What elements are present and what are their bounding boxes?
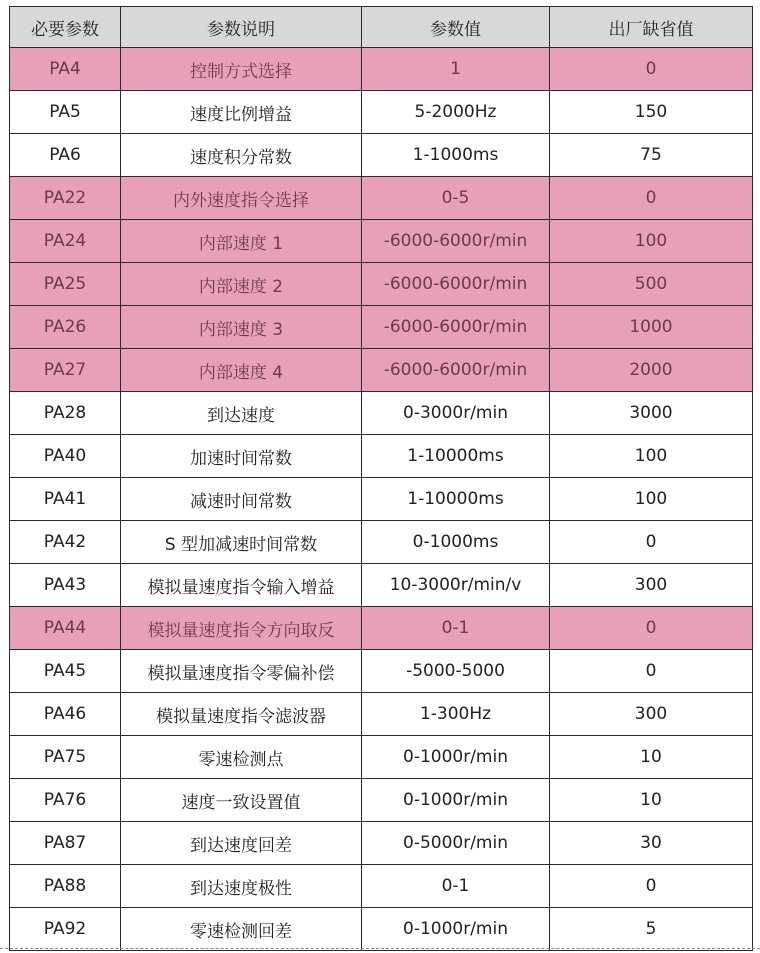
cell-value: 0-3000r/min — [362, 392, 550, 435]
cell-value: 0-1000r/min — [362, 779, 550, 822]
cell-description: 模拟量速度指令方向取反 — [121, 607, 362, 650]
cell-param: PA88 — [10, 865, 121, 908]
cell-value: 1 — [362, 48, 550, 91]
cell-description: 模拟量速度指令滤波器 — [121, 693, 362, 736]
cell-param: PA76 — [10, 779, 121, 822]
cell-description: 到达速度极性 — [121, 865, 362, 908]
cell-param: PA22 — [10, 177, 121, 220]
cell-value: -6000-6000r/min — [362, 263, 550, 306]
cell-value: 1-10000ms — [362, 435, 550, 478]
cell-value: 0-5 — [362, 177, 550, 220]
header-param: 必要参数 — [10, 7, 121, 48]
cell-param: PA44 — [10, 607, 121, 650]
cell-value: 1-10000ms — [362, 478, 550, 521]
cell-default: 0 — [550, 607, 753, 650]
cell-value: 0-1000r/min — [362, 908, 550, 951]
cell-description: 控制方式选择 — [121, 48, 362, 91]
cell-default: 30 — [550, 822, 753, 865]
table-row — [10, 177, 753, 220]
table-row — [10, 779, 753, 822]
cell-description: 到达速度 — [121, 392, 362, 435]
cell-param: PA24 — [10, 220, 121, 263]
table-row — [10, 693, 753, 736]
cell-default: 500 — [550, 263, 753, 306]
page-divider — [0, 948, 760, 949]
cell-default: 10 — [550, 736, 753, 779]
table-row — [10, 650, 753, 693]
cell-param: PA28 — [10, 392, 121, 435]
cell-default: 300 — [550, 693, 753, 736]
cell-param: PA26 — [10, 306, 121, 349]
cell-param: PA25 — [10, 263, 121, 306]
cell-value: 1-1000ms — [362, 134, 550, 177]
cell-value: 0-1000ms — [362, 521, 550, 564]
cell-description: 速度比例增益 — [121, 91, 362, 134]
cell-param: PA5 — [10, 91, 121, 134]
cell-description: 速度积分常数 — [121, 134, 362, 177]
table-row — [10, 392, 753, 435]
header-value: 参数值 — [362, 7, 550, 48]
cell-value: 1-300Hz — [362, 693, 550, 736]
cell-description: 模拟量速度指令零偏补偿 — [121, 650, 362, 693]
cell-default: 0 — [550, 650, 753, 693]
table-row — [10, 91, 753, 134]
cell-default: 0 — [550, 521, 753, 564]
cell-param: PA75 — [10, 736, 121, 779]
cell-description: 减速时间常数 — [121, 478, 362, 521]
cell-default: 2000 — [550, 349, 753, 392]
cell-value: 10-3000r/min/v — [362, 564, 550, 607]
cell-param: PA4 — [10, 48, 121, 91]
table-row — [10, 263, 753, 306]
cell-param: PA43 — [10, 564, 121, 607]
cell-description: 内部速度 1 — [121, 220, 362, 263]
table-row — [10, 822, 753, 865]
cell-description: 内部速度 4 — [121, 349, 362, 392]
table-row — [10, 435, 753, 478]
header-description: 参数说明 — [121, 7, 362, 48]
cell-value: -5000-5000 — [362, 650, 550, 693]
cell-param: PA46 — [10, 693, 121, 736]
cell-value: -6000-6000r/min — [362, 306, 550, 349]
cell-description: 内外速度指令选择 — [121, 177, 362, 220]
table-body — [10, 48, 753, 951]
cell-description: 零速检测回差 — [121, 908, 362, 951]
cell-value: -6000-6000r/min — [362, 349, 550, 392]
cell-description: S 型加减速时间常数 — [121, 521, 362, 564]
cell-param: PA41 — [10, 478, 121, 521]
cell-value: 0-5000r/min — [362, 822, 550, 865]
cell-description: 速度一致设置值 — [121, 779, 362, 822]
table-row — [10, 736, 753, 779]
table-row — [10, 521, 753, 564]
cell-default: 1000 — [550, 306, 753, 349]
cell-param: PA45 — [10, 650, 121, 693]
cell-description: 加速时间常数 — [121, 435, 362, 478]
table-row — [10, 220, 753, 263]
cell-default: 150 — [550, 91, 753, 134]
cell-param: PA40 — [10, 435, 121, 478]
table-row — [10, 134, 753, 177]
cell-default: 100 — [550, 478, 753, 521]
cell-default: 0 — [550, 48, 753, 91]
cell-value: 0-1000r/min — [362, 736, 550, 779]
table-row — [10, 48, 753, 91]
cell-default: 300 — [550, 564, 753, 607]
cell-description: 模拟量速度指令输入增益 — [121, 564, 362, 607]
table-row — [10, 349, 753, 392]
cell-default: 75 — [550, 134, 753, 177]
cell-description: 零速检测点 — [121, 736, 362, 779]
cell-description: 内部速度 2 — [121, 263, 362, 306]
cell-param: PA87 — [10, 822, 121, 865]
cell-default: 100 — [550, 435, 753, 478]
table-row — [10, 865, 753, 908]
cell-value: 5-2000Hz — [362, 91, 550, 134]
table-row — [10, 564, 753, 607]
cell-param: PA42 — [10, 521, 121, 564]
cell-value: 0-1 — [362, 865, 550, 908]
table-row — [10, 908, 753, 951]
cell-param: PA27 — [10, 349, 121, 392]
table-header-row — [10, 7, 753, 48]
cell-param: PA6 — [10, 134, 121, 177]
cell-default: 100 — [550, 220, 753, 263]
cell-param: PA92 — [10, 908, 121, 951]
cell-default: 5 — [550, 908, 753, 951]
cell-default: 0 — [550, 177, 753, 220]
table-row — [10, 306, 753, 349]
cell-default: 10 — [550, 779, 753, 822]
cell-description: 内部速度 3 — [121, 306, 362, 349]
table-row — [10, 478, 753, 521]
cell-default: 3000 — [550, 392, 753, 435]
cell-value: -6000-6000r/min — [362, 220, 550, 263]
cell-description: 到达速度回差 — [121, 822, 362, 865]
table-row — [10, 607, 753, 650]
cell-default: 0 — [550, 865, 753, 908]
parameter-table — [9, 6, 753, 951]
header-default: 出厂缺省值 — [550, 7, 753, 48]
cell-value: 0-1 — [362, 607, 550, 650]
